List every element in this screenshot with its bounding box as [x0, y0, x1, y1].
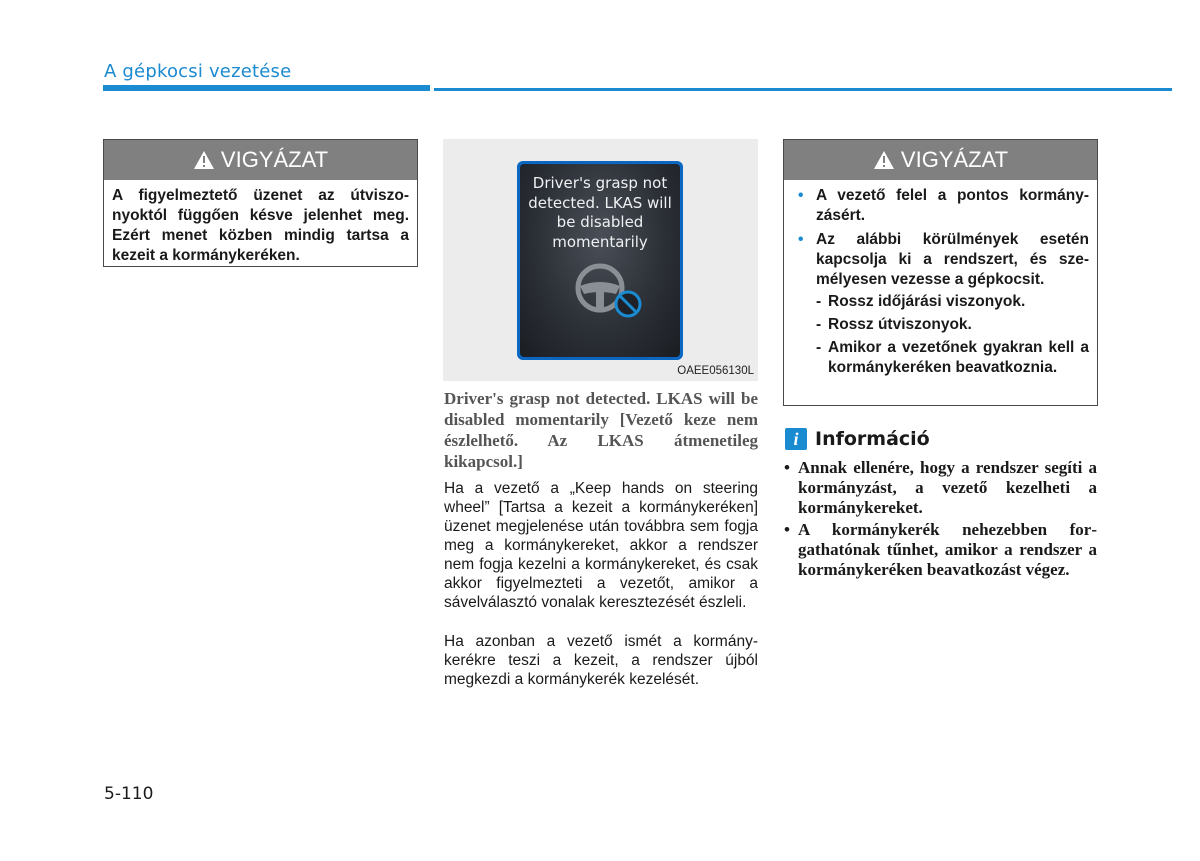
info-icon: i [785, 428, 807, 450]
caution-box-left [103, 139, 418, 267]
caution-header [104, 140, 417, 180]
caution-header [784, 140, 1097, 180]
dashboard-figure [443, 139, 758, 381]
caution-title: VIGYÁZAT [900, 147, 1009, 172]
body-paragraph-2: Ha azonban a vezető ismét a kormánykerékre teszi a kezeit, a rendszer újból megkezdi a kormánykerék kezelését. [444, 633, 758, 688]
list-item: - Rossz időjárási viszonyok. [816, 293, 1026, 310]
warning-triangle-icon [193, 150, 215, 170]
caution-title: VIGYÁZAT [220, 147, 329, 172]
body-paragraph-1: Ha a vezető a „Keep hands on steering wheel” [Tartsa a kezeit a kormánykeréken] üzenet megjelenése után továbbra sem fogja meg a kormánykereket, akkor a rendszer nem fogja kezelni a kormánykereket, és csak akkor figyelmezteti a vezetőt, amikor a sávelválasztó vonalak keresztezését észleli. [444, 480, 758, 611]
caution-dash-list [792, 292, 1089, 378]
list-item: • Annak ellenére, hogy a rendszer segíti a kormányzást, a vezető kezelheti a kormánykereket. [784, 458, 1097, 517]
info-title: Információ [815, 428, 930, 450]
caution-text: A figyelmeztető üzenet az útviszonyoktól függően késve jelenhet meg. Ezért menet közben mindig tartsa a kezeit a kormánykeréken. [112, 187, 409, 264]
figure-code: OAEE056130L [677, 365, 754, 377]
caution-bullet-list [792, 186, 1089, 378]
list-item: • A vezető felel a pontos kormányzásért. [798, 187, 1089, 224]
list-item: - Rossz útviszonyok. [816, 316, 972, 333]
list-item: • Az alábbi körülmények esetén kapcsolja ki a rendszert, és személyesen vezesse a gépkocsit. - Rossz időjárási viszonyok. - Rossz útviszonyok. - Amikor a vezetőnek gyakran kell a kormánykeréken beavatkoznia. [792, 230, 1089, 378]
steering-wheel-disabled-icon [572, 260, 644, 320]
cluster-display [517, 161, 683, 360]
info-list [784, 458, 1097, 582]
section-title: A gépkocsi vezetése [104, 61, 292, 82]
message-heading: Driver's grasp not detected. LKAS will be disabled momentarily [Vezető keze nem észlelhető. Az LKAS átmenetileg kikapcsol.] [444, 389, 758, 471]
list-item: - Amikor a vezetőnek gyakran kell a kormánykeréken beavatkoznia. [816, 339, 1089, 376]
bullet-icon: • [798, 187, 804, 204]
info-header [785, 428, 930, 450]
caution-content [784, 180, 1097, 390]
caution-box-right [783, 139, 1098, 406]
header-rule-thick [103, 85, 430, 91]
page-number: 5-110 [104, 784, 154, 804]
cluster-message: Driver's grasp not detected. LKAS will be disabled momentarily [528, 174, 672, 251]
bullet-icon: • [798, 231, 804, 248]
list-item: • A kormánykerék nehezebben forgathatónak tűnhet, amikor a rendszer a kormánykeréken beavatkozást végez. [784, 520, 1097, 579]
warning-triangle-icon [873, 150, 895, 170]
header-rule-thin [434, 88, 1172, 91]
